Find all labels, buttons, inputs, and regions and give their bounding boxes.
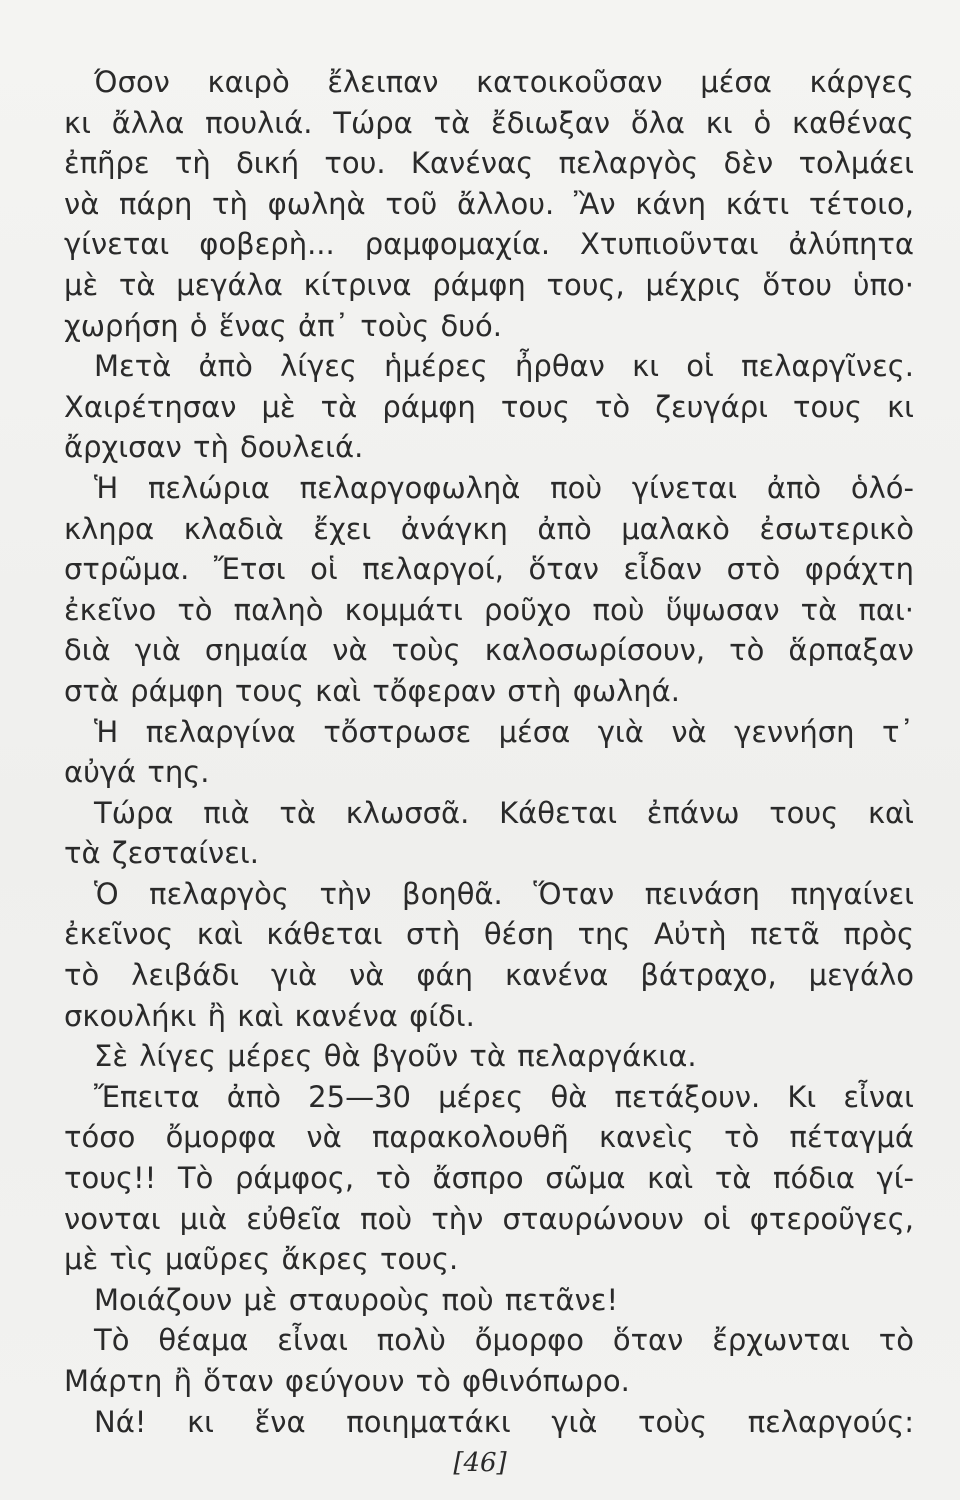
text-line: χωρήση ὁ ἕνας ἀπ᾿ τοὺς δυό. — [64, 308, 502, 343]
text-line: ἄρχισαν τὴ δουλειά. — [64, 430, 364, 465]
text-line: Μοιάζουν μὲ σταυροὺς ποὺ πετᾶνε! — [94, 1282, 619, 1317]
text-line: τόσο ὄμορφα νὰ παρακολουθῆ κανεὶς τὸ πέταγμά — [64, 1120, 914, 1155]
text-line: τους!! Τὸ ράμφος, τὸ ἄσπρο σῶμα καὶ τὰ πόδια γί- — [64, 1161, 914, 1196]
text-line: νονται μιὰ εὐθεῖα ποὺ τὴν σταυρώνουν οἱ φτεροῦγες, — [64, 1201, 914, 1236]
text-line: ἐπῆρε τὴ δική του. Κανένας πελαργὸς δὲν τολμάει — [64, 146, 914, 181]
text-line: Τὸ θέαμα εἶναι πολὺ ὄμορφο ὅταν ἔρχωνται τὸ — [94, 1323, 914, 1358]
text-line: κι ἄλλα πουλιά. Τώρα τὰ ἔδιωξαν ὅλα κι ὁ καθένας — [64, 105, 914, 140]
text-line: γίνεται φοβερὴ... ραμφομαχία. Χτυπιοῦνται ἀλύπητα — [64, 227, 914, 262]
text-line: στὰ ράμφη τους καὶ τὄφεραν στὴ φωληά. — [64, 673, 681, 708]
text-line: Χαιρέτησαν μὲ τὰ ράμφη τους τὸ ζευγάρι τους κι — [64, 389, 914, 424]
text-line: Όσον καιρὸ ἔλειπαν κατοικοῦσαν μέσα κάργες — [94, 65, 914, 99]
text-line: νὰ πάρη τὴ φωληὰ τοῦ ἄλλου. Ἂν κάνη κάτι τέτοιο, — [64, 186, 914, 221]
text-line: στρῶμα. Ἔτσι οἱ πελαργοί, ὅταν εἶδαν στὸ φράχτη — [64, 552, 914, 587]
text-line: ἐκεῖνο τὸ παληὸ κομμάτι ροῦχο ποὺ ὕψωσαν τὰ παι· — [64, 592, 914, 627]
text-line: κληρα κλαδιὰ ἔχει ἀνάγκη ἀπὸ μαλακὸ ἐσωτερικὸ — [64, 511, 914, 546]
text-line: μὲ τὰ μεγάλα κίτρινα ράμφη τους, μέχρις ὅτου ὑπο· — [64, 267, 914, 302]
text-line: τὸ λειβάδι γιὰ νὰ φάη κανένα βάτραχο, μεγάλο — [64, 958, 914, 993]
body-text — [64, 62, 914, 1442]
text-line: μὲ τὶς μαῦρες ἄκρες τους. — [64, 1242, 459, 1277]
page-number: [46] — [453, 1448, 507, 1478]
text-line: Ἡ πελαργίνα τὄστρωσε μέσα γιὰ νὰ γεννήση τ᾿ — [94, 714, 914, 749]
text-line: Ὁ πελαργὸς τὴν βοηθᾶ. Ὅταν πεινάση πηγαίνει — [94, 876, 914, 911]
text-line: διὰ γιὰ σημαία νὰ τοὺς καλοσωρίσουν, τὸ ἅρπαξαν — [64, 633, 914, 668]
text-line: Νά! κι ἕνα ποιηματάκι γιὰ τοὺς πελαργούς: — [94, 1404, 914, 1439]
text-line: Μετὰ ἀπὸ λίγες ἡμέρες ἦρθαν κι οἱ πελαργῖνες. — [94, 349, 914, 384]
text-line: Μάρτη ἢ ὅταν φεύγουν τὸ φθινόπωρο. — [64, 1364, 630, 1398]
text-line: Ἔπειτα ἀπὸ 25—30 μέρες θὰ πετάξουν. Κι εἶναι — [94, 1079, 914, 1114]
text-line: Σὲ λίγες μέρες θὰ βγοῦν τὰ πελαργάκια. — [94, 1039, 697, 1074]
text-line: σκουλήκι ἢ καὶ κανένα φίδι. — [64, 998, 475, 1033]
text-line: Ἡ πελώρια πελαργοφωληὰ ποὺ γίνεται ἀπὸ ὁλό- — [94, 470, 914, 505]
text-line: ἐκεῖνος καὶ κάθεται στὴ θέση της Αὐτὴ πετᾶ πρὸς — [64, 917, 914, 952]
text-line: τὰ ζεσταίνει. — [64, 836, 259, 871]
text-line: αὐγά της. — [64, 755, 210, 790]
text-line: Τώρα πιὰ τὰ κλωσσᾶ. Κάθεται ἐπάνω τους καὶ — [94, 795, 914, 830]
